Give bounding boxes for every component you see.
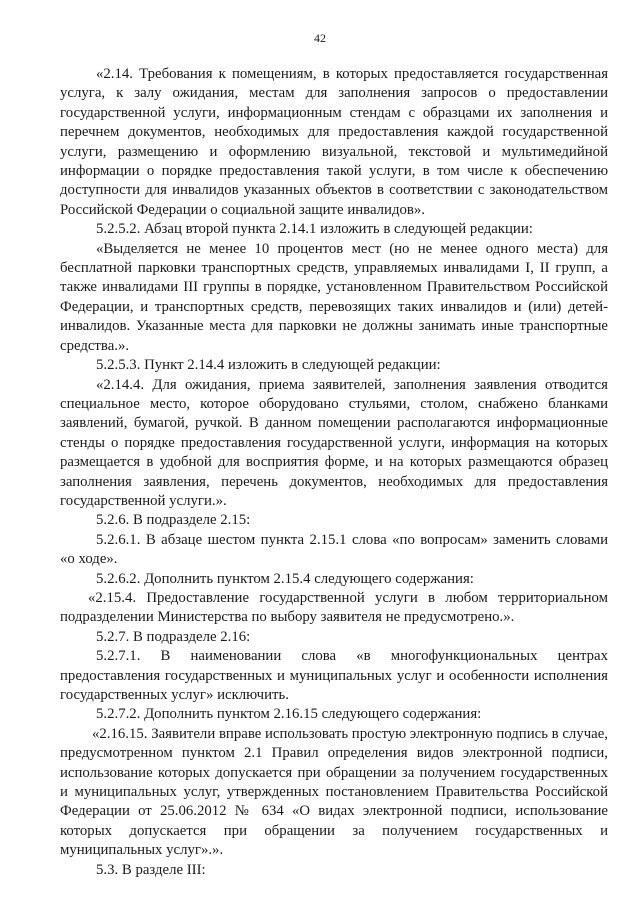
paragraph-2-16-15-text: «2.16.15. Заявители вправе использовать простую электронную подпись в случае, предусмотренном пунктом 2.1 Правил определения видов электронной подписи, использование которых допускается при обращении за получением государственных и муниципальных услуг, утвержденных постановлением Правительства Российской Федерации от 25.06.2012 № 634 «О видах электронной подписи, использование которых допускается при обращении за получением государственных и муниципальных услуг».».	[60, 725, 608, 859]
paragraph-2-15-4-text: «2.15.4. Предоставление государственной услуги в любом территориальном подразделении Министерства по выбору заявителя не предусмотрено.».	[60, 589, 608, 626]
paragraph-5-2-7-1: 5.2.7.1. В наименовании слова «в многофункциональных центрах предоставления государственных и муниципальных услуг и особенности исполнения государственных услуг» исключить.	[60, 648, 608, 703]
paragraph-5-2-6-1: 5.2.6.1. В абзаце шестом пункта 2.15.1 слова «по вопросам» заменить словами «о ходе».	[60, 531, 608, 568]
paragraph-5-2-5-3: 5.2.5.3. Пункт 2.14.4 изложить в следующей редакции:	[96, 357, 441, 374]
paragraph-5-2-5-2: 5.2.5.2. Абзац второй пункта 2.14.1 изложить в следующей редакции:	[96, 221, 533, 238]
paragraph-2-14-4-text: «2.14.4. Для ожидания, приема заявителей, заполнения заявления отводится специальное место, которое оборудовано стульями, столом, снабжено бланками заявлений, бумагой, ручкой. В данном помещении располагаются информационные стенды о порядке предоставления государственной услуги, информация на которых размещается в удобной для восприятия форме, и на которых размещаются образец заполнения заявления, перечень документов, необходимых для предоставления государственной услуги.».	[60, 376, 608, 509]
paragraph-5-2-6-2: 5.2.6.2. Дополнить пунктом 2.15.4 следующего содержания:	[96, 570, 474, 587]
document-body	[60, 65, 608, 880]
paragraph-5-2-7-2: 5.2.7.2. Дополнить пунктом 2.16.15 следующего содержания:	[96, 706, 482, 723]
page-number: 42	[314, 31, 326, 45]
paragraph-2-14: «2.14. Требования к помещениям, в которых предоставляется государственная услуга, к залу ожидания, местам для заполнения запросов о предоставлении государственной услуги, информационным стендам с образцами их заполнения и перечнем документов, необходимых для предоставления каждой государственной услуги, размещению и оформлению визуальной, текстовой и мультимедийной информации о порядке предоставления такой услуги, в том числе к обеспечению доступности для инвалидов указанных объектов в соответствии с законодательством Российской Федерации о социальной защите инвалидов».	[60, 66, 608, 218]
paragraph-5-2-7: 5.2.7. В подразделе 2.16:	[96, 628, 251, 645]
paragraph-2-14-1-text: «Выделяется не менее 10 процентов мест (но не менее одного места) для бесплатной парковки транспортных средств, управляемых инвалидами I, II групп, а также инвалидами III группы в порядке, установленном Правительством Российской Федерации, и транспортных средств, перевозящих таких инвалидов и (или) детей-инвалидов. Указанные места для парковки не должны занимать иные транспортные средства.».	[60, 240, 608, 354]
paragraph-5-3: 5.3. В разделе III:	[96, 861, 206, 878]
paragraph-5-2-6: 5.2.6. В подразделе 2.15:	[96, 512, 251, 529]
